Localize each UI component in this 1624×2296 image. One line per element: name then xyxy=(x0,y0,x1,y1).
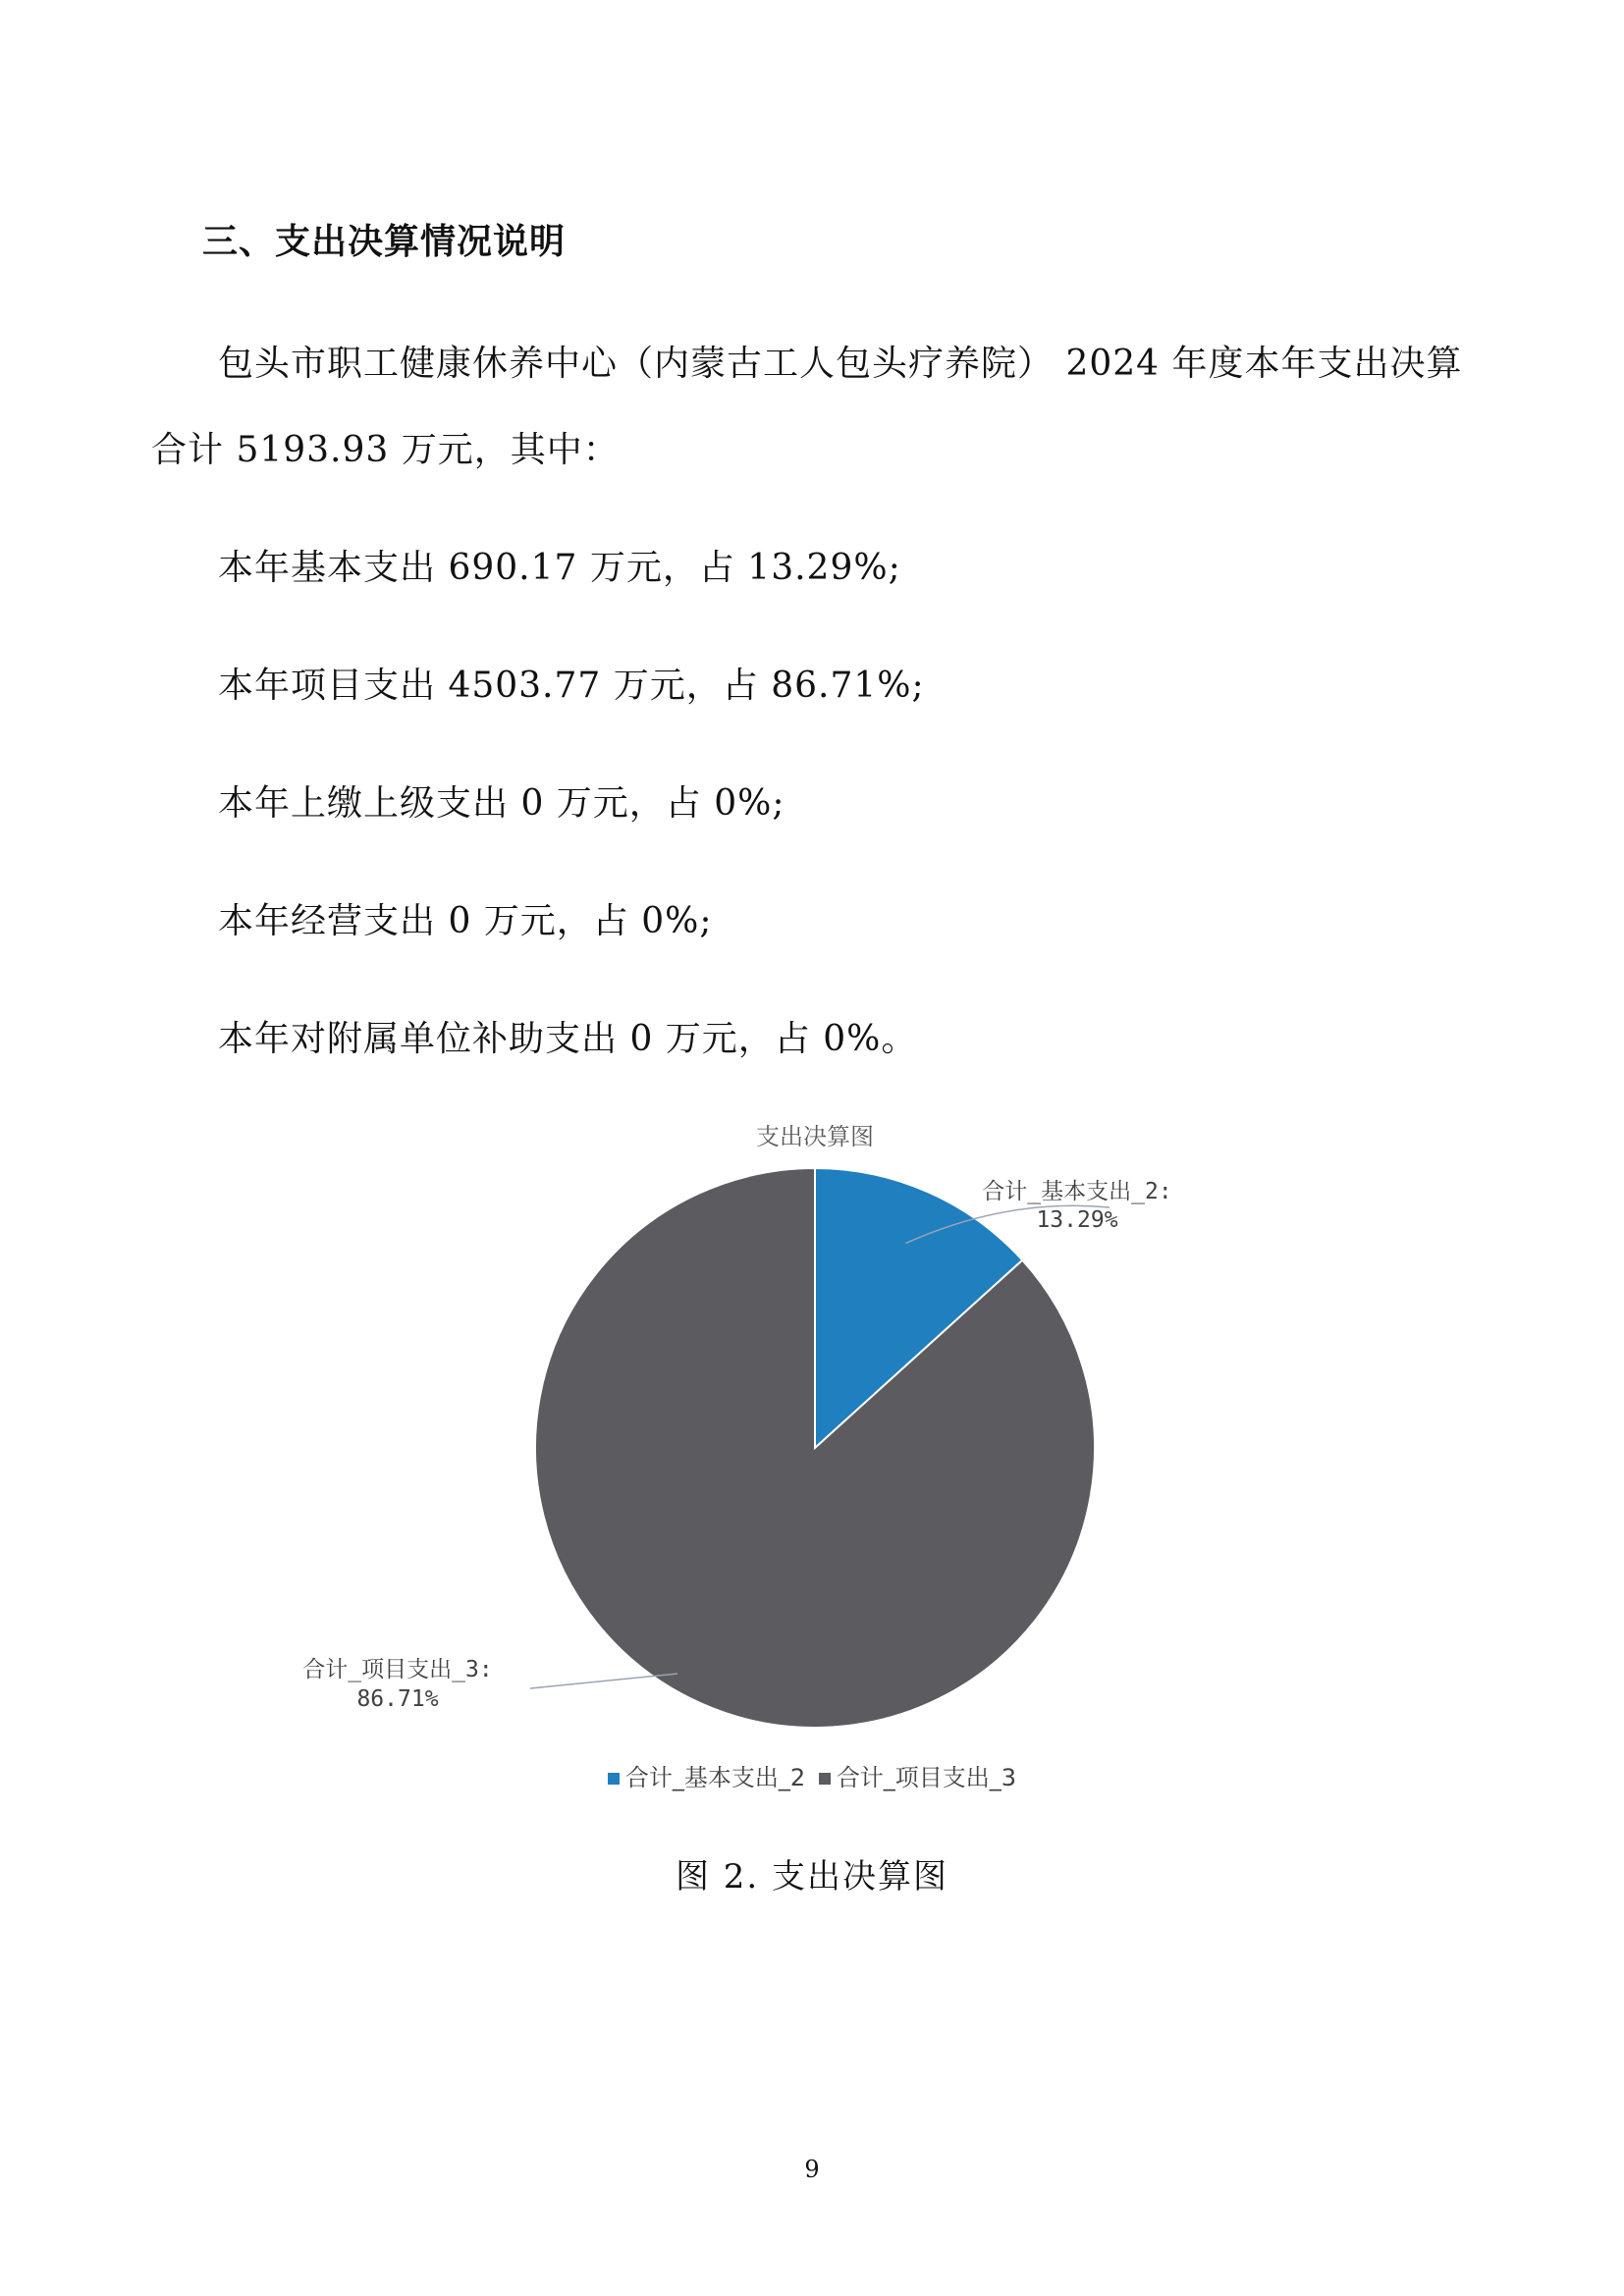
legend-item-basic xyxy=(608,1758,805,1792)
data-label-basic-2: 13.29% xyxy=(1036,1207,1118,1233)
legend-label-basic: 合计_基本支出_2 xyxy=(624,1764,806,1791)
data-label-basic-1: 合计_基本支出_2: xyxy=(982,1179,1172,1204)
legend-label-project: 合计_项目支出_3 xyxy=(836,1764,1017,1791)
chart-title: 支出决算图 xyxy=(756,1123,874,1150)
legend-item-project xyxy=(819,1758,1016,1792)
chart-legend xyxy=(0,1758,1624,1792)
data-label-project-name: 合计_项目支出_3: xyxy=(302,1657,493,1682)
leader-line-project xyxy=(530,1674,677,1688)
legend-marker-basic xyxy=(608,1773,620,1785)
figure-caption: 图 2. 支出决算图 xyxy=(675,1857,949,1896)
intro-line-2: 合计 5193.93 万元，其中： xyxy=(151,430,620,470)
expense-item-basic: 本年基本支出 690.17 万元，占 13.29%; xyxy=(218,548,901,588)
page-number: 9 xyxy=(804,2156,820,2183)
expense-item-operating: 本年经营支出 0 万元，占 0%; xyxy=(218,901,713,941)
intro-line-1: 包头市职工健康休养中心（内蒙古工人包头疗养院） 2024 年度本年支出决算 xyxy=(218,344,1463,384)
expense-item-upper-remit: 本年上缴上级支出 0 万元，占 0%; xyxy=(218,783,785,824)
legend-marker-project xyxy=(819,1773,831,1785)
data-label-project-value: 86.71% xyxy=(356,1686,439,1712)
section-heading: 三、支出决算情况说明 xyxy=(202,222,567,262)
expense-item-subsidy: 本年对附属单位补助支出 0 万元，占 0%。 xyxy=(218,1019,918,1059)
expense-item-project: 本年项目支出 4503.77 万元，占 86.71%; xyxy=(218,666,925,706)
